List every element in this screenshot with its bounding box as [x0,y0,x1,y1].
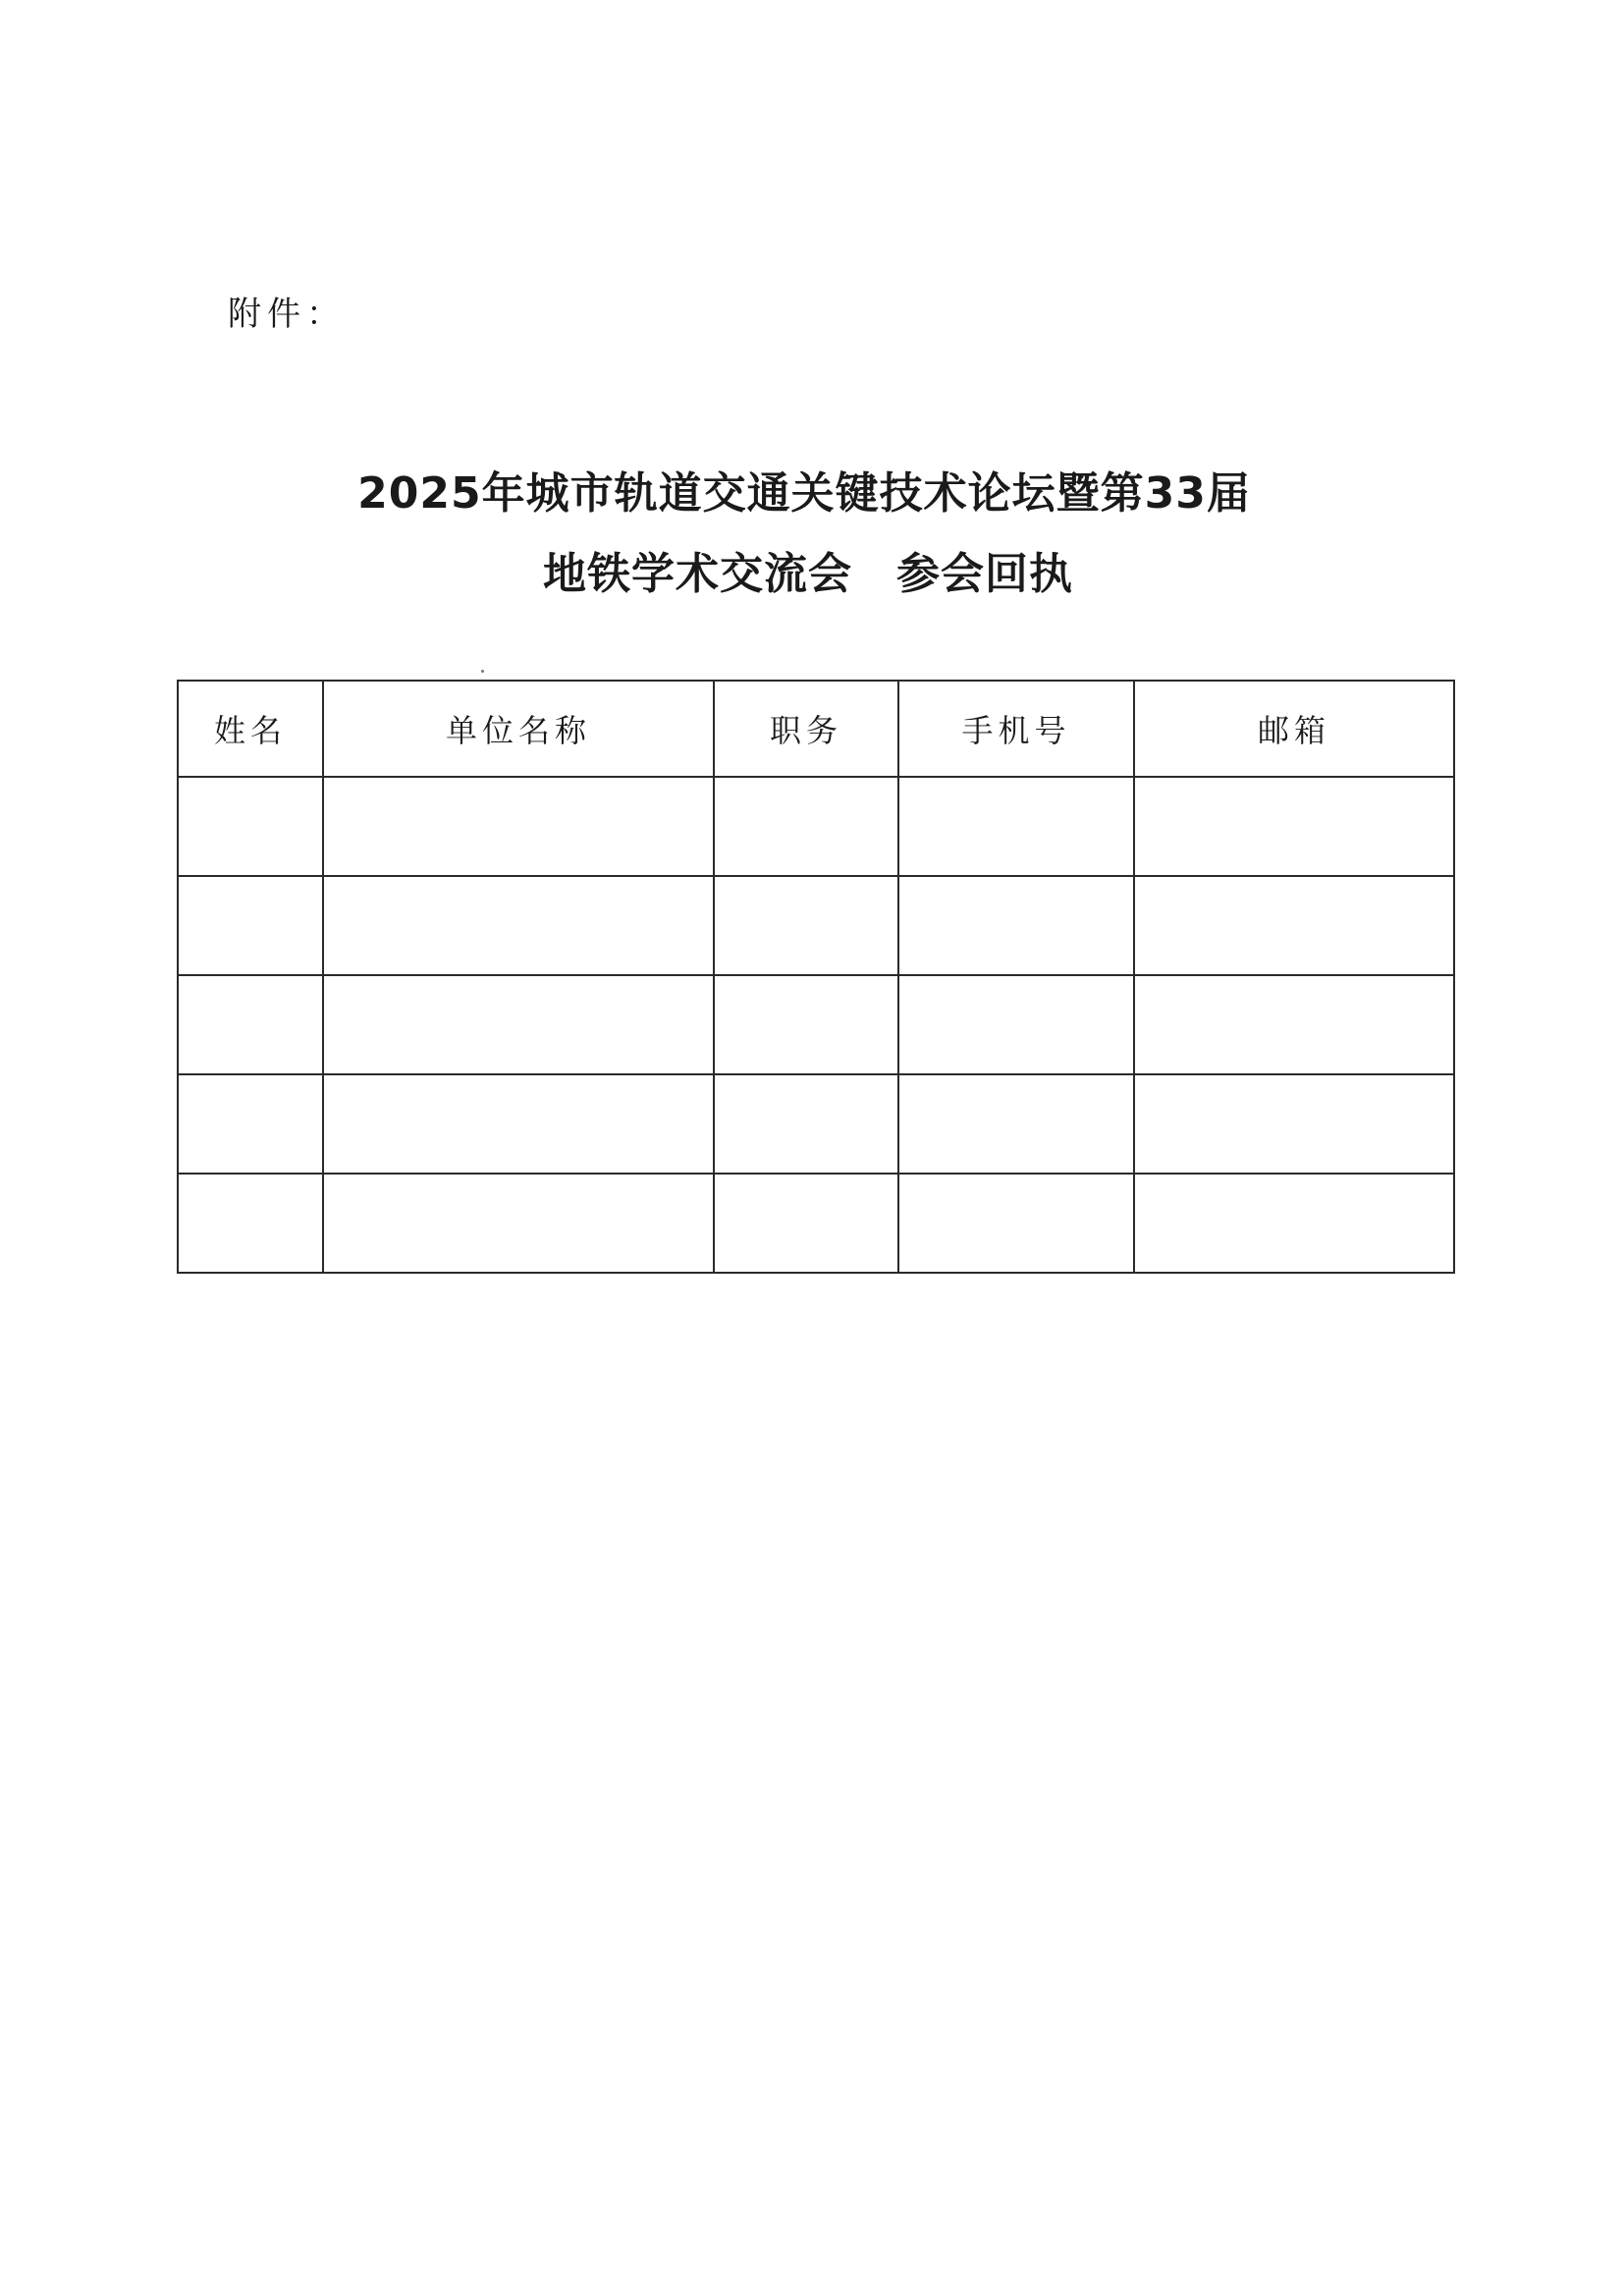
cell-organization[interactable] [323,975,714,1074]
cell-organization[interactable] [323,777,714,876]
cell-position[interactable] [714,1174,898,1273]
cell-name[interactable] [178,876,323,975]
cell-name[interactable] [178,975,323,1074]
cell-position[interactable] [714,1074,898,1174]
registration-form-table [177,680,1455,1274]
header-organization: 单位名称 [323,681,714,777]
table-row [178,1074,1454,1174]
cell-position[interactable] [714,876,898,975]
cell-phone[interactable] [898,1174,1134,1273]
table-header-row [178,681,1454,777]
header-name: 姓名 [178,681,323,777]
header-email: 邮箱 [1134,681,1454,777]
cell-phone[interactable] [898,876,1134,975]
document-title-line-2: 地铁学术交流会 参会回执 [543,549,1073,599]
cell-phone[interactable] [898,975,1134,1074]
table-row [178,876,1454,975]
cell-position[interactable] [714,975,898,1074]
table-row [178,1174,1454,1273]
cell-organization[interactable] [323,1174,714,1273]
header-position: 职务 [714,681,898,777]
cell-email[interactable] [1134,1174,1454,1273]
attachment-label: 附件： [228,295,346,334]
cell-name[interactable] [178,1074,323,1174]
cell-email[interactable] [1134,777,1454,876]
cell-phone[interactable] [898,777,1134,876]
cell-phone[interactable] [898,1074,1134,1174]
cell-position[interactable] [714,777,898,876]
cell-name[interactable] [178,1174,323,1273]
header-phone: 手机号 [898,681,1134,777]
cell-name[interactable] [178,777,323,876]
table-row [178,975,1454,1074]
document-title-line-1: 2025年城市轨道交通关键技术论坛暨第33届 [357,468,1251,519]
cell-email[interactable] [1134,975,1454,1074]
cell-email[interactable] [1134,876,1454,975]
cell-organization[interactable] [323,1074,714,1174]
scan-speck [481,670,484,673]
table-row [178,777,1454,876]
cell-email[interactable] [1134,1074,1454,1174]
cell-organization[interactable] [323,876,714,975]
